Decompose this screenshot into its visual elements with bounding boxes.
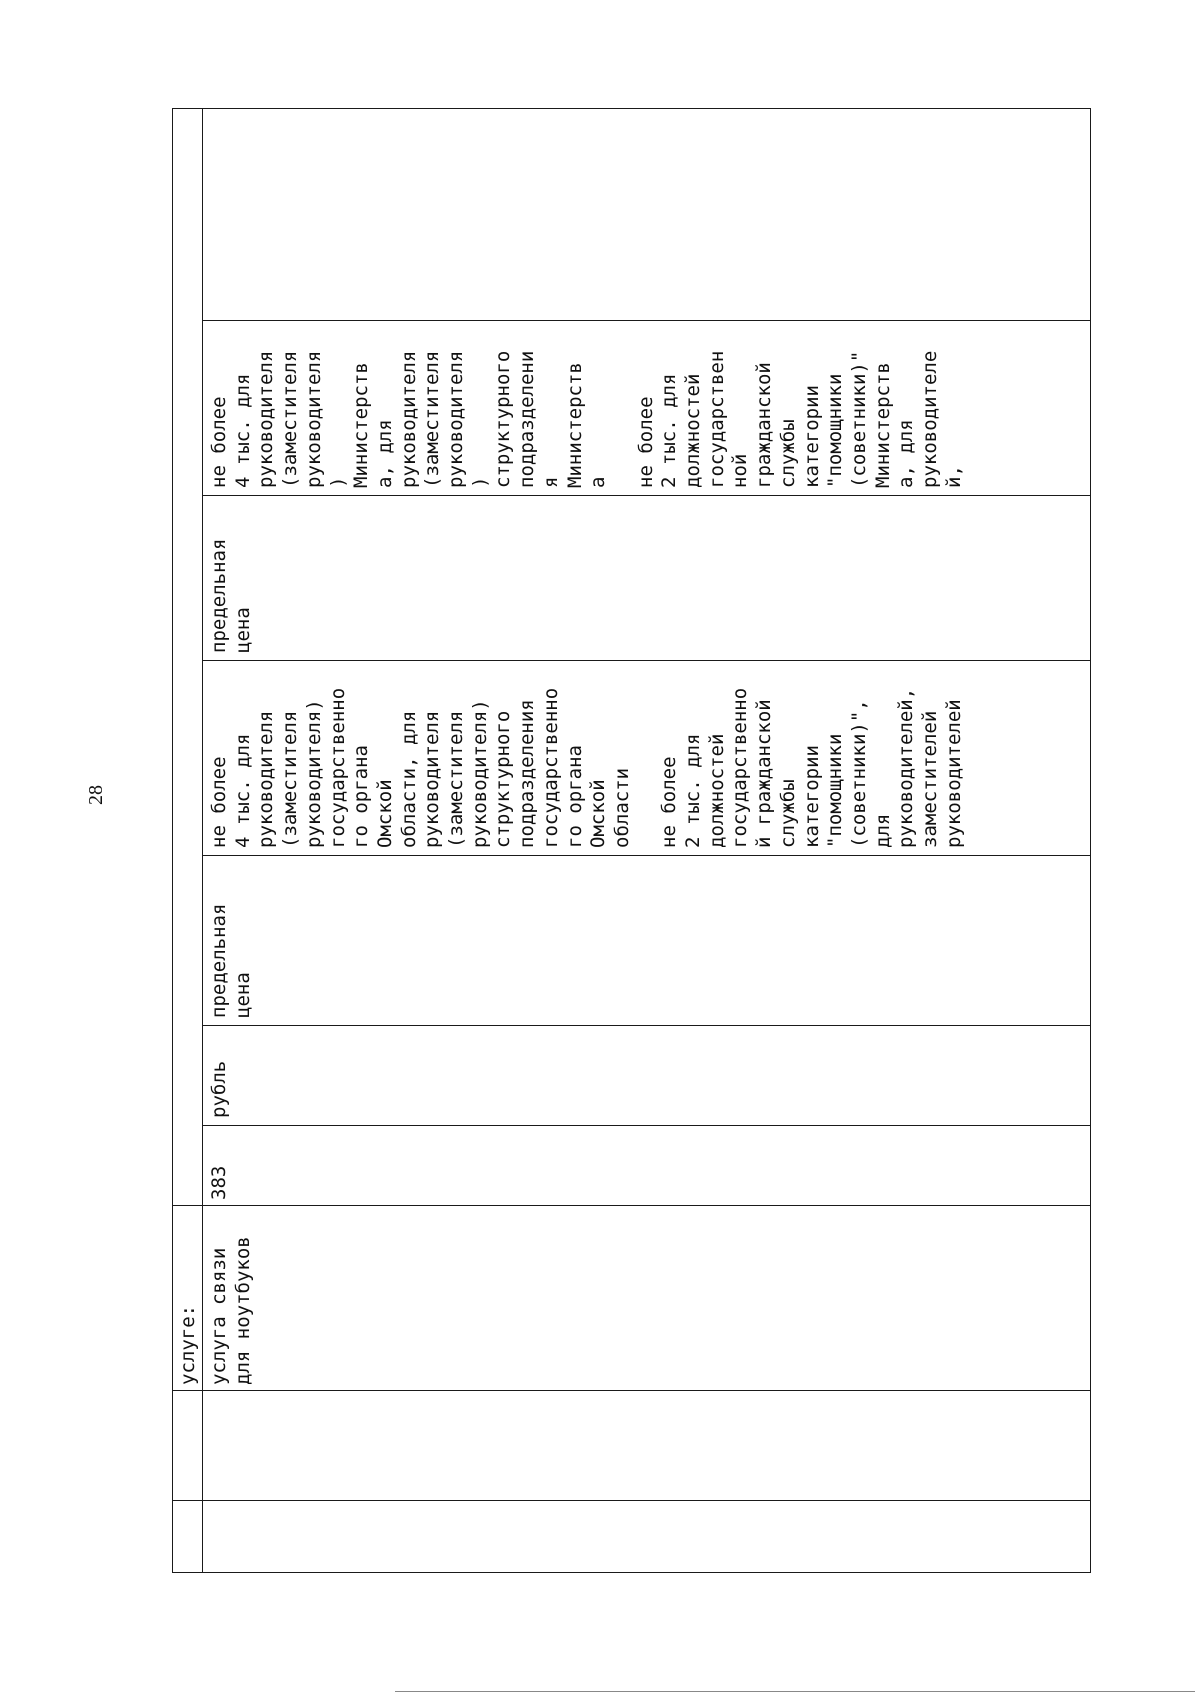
value-cell-1: не более 4 тыс. для руководителя (заместителя руководителя) государственно го органа Омской области, для руководителя (заместителя руководителя) структурного подразделения государственно го органа Омской области не более 2 тыс. для должностей государственно й гражданской службы категории "помощники (советники)", для руководителей, заместителей руководителей: [208, 687, 965, 848]
code-cell: 383: [208, 1165, 230, 1200]
table-column-divider: [202, 108, 203, 1573]
table-row-divider: [202, 660, 1090, 661]
table-border-left: [172, 108, 173, 1573]
table-row-divider: [202, 1125, 1090, 1126]
table-row-divider: [202, 320, 1090, 321]
section-header-cell: услуге:: [177, 1304, 199, 1385]
characteristic-cell-2: предельная цена: [208, 538, 254, 653]
table-row-divider: [202, 495, 1090, 496]
table-border-bottom: [172, 1572, 1090, 1573]
service-name-cell: услуга связи для ноутбуков: [208, 1236, 254, 1385]
table-column-divider: [1090, 108, 1091, 1573]
table-row-divider: [172, 1390, 1090, 1391]
scan-artifact: [395, 1691, 1195, 1692]
table-row-divider: [172, 1500, 1090, 1501]
table-row-divider: [172, 1205, 1090, 1206]
table-border-top: [172, 108, 1090, 109]
unit-cell: рубль: [208, 1060, 230, 1118]
page-number: 28: [85, 785, 107, 805]
characteristic-cell-1: предельная цена: [208, 903, 254, 1018]
table-row-divider: [202, 855, 1090, 856]
value-cell-2: не более 4 тыс. для руководителя (заместителя руководителя ) Министерств а, для руководителя (заместителя руководителя ) структурного подразделени я Министерств а не более 2 тыс. для должностей государствен ной гражданской службы категории "помощники (советники)" Министерств а, для руководителе й,: [208, 350, 965, 488]
table-row-divider: [202, 1025, 1090, 1026]
